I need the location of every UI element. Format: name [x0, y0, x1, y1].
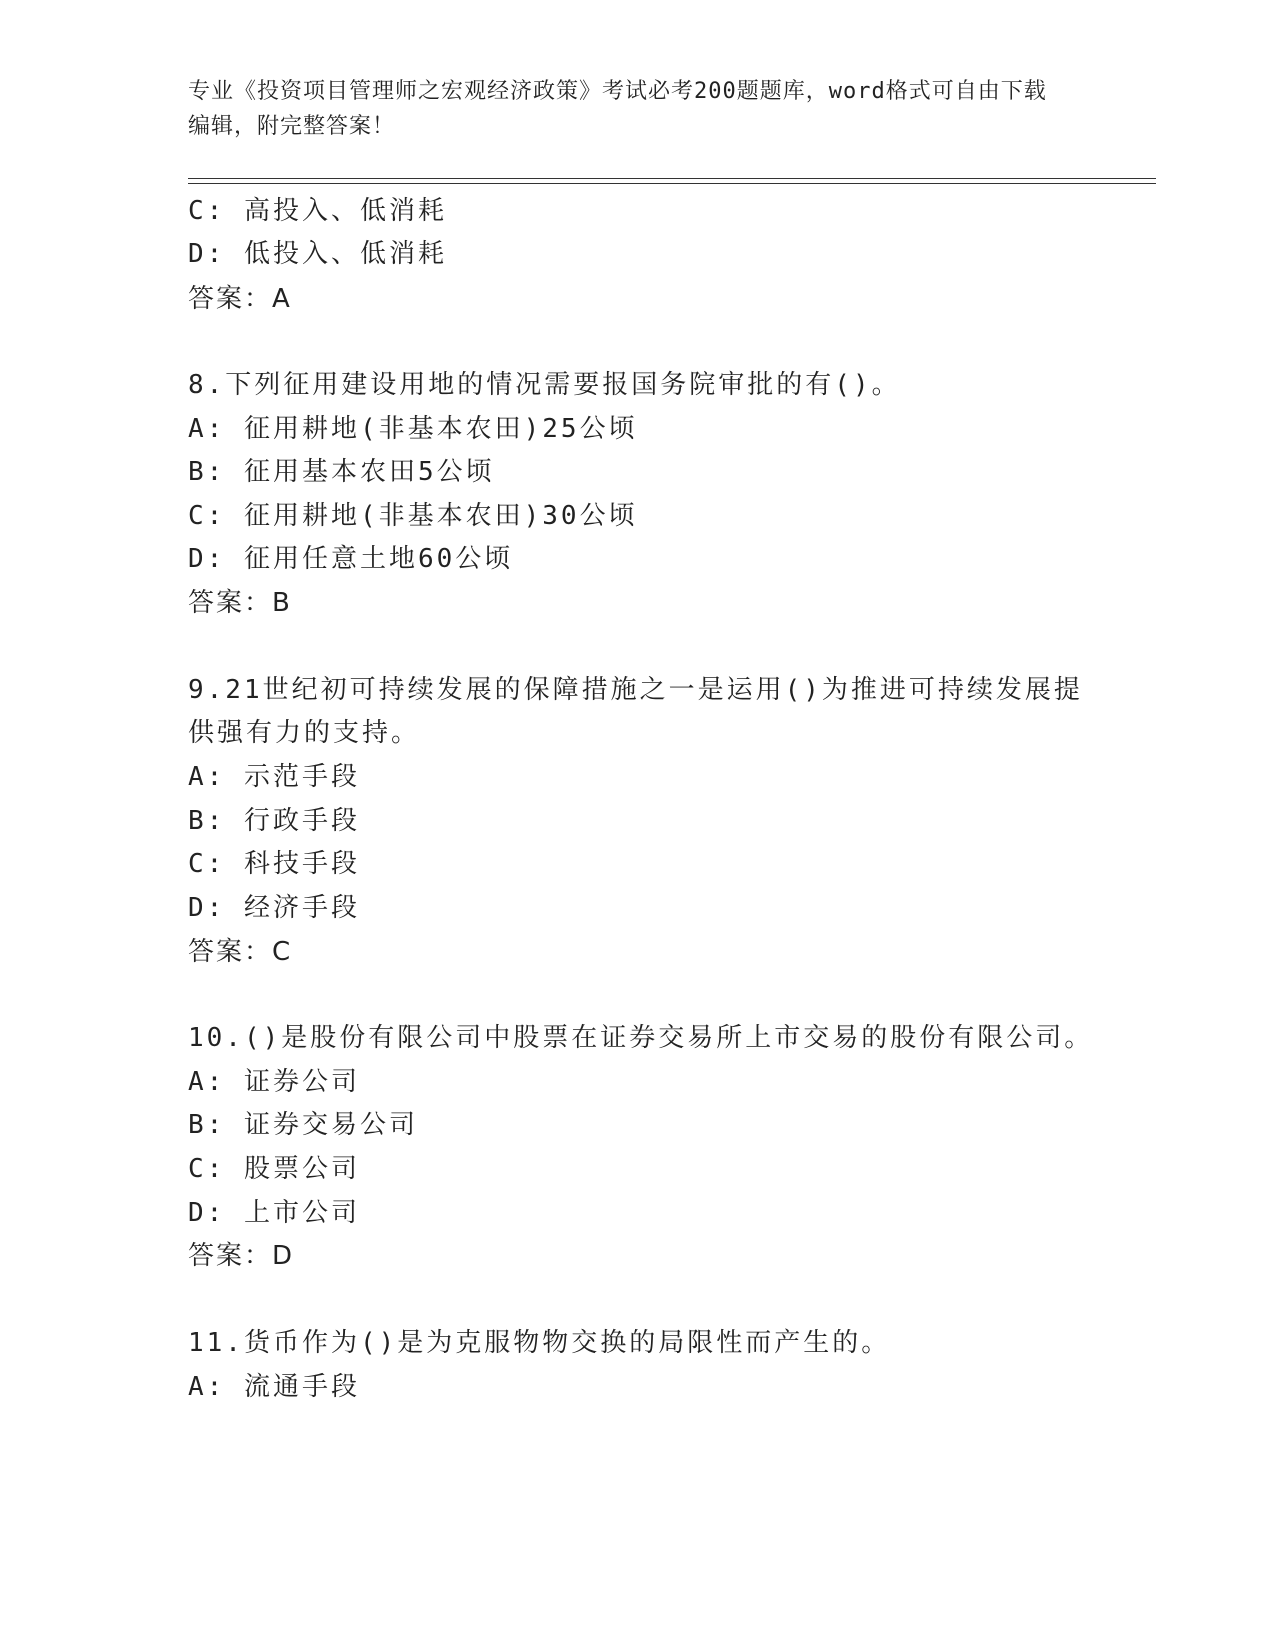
answer-line: [188, 582, 292, 619]
option-c: C: 科技手段: [188, 849, 360, 879]
option-b: B: 行政手段: [188, 806, 360, 836]
header-divider-bottom: [188, 183, 1156, 184]
answer-value: C: [272, 937, 293, 967]
option-c: C: 高投入、低消耗: [188, 196, 447, 226]
document-header: 专业《投资项目管理师之宏观经济政策》考试必考200题题库，word格式可自由下载编辑，附完整答案！: [188, 79, 1047, 139]
question-stem: 10.()是股份有限公司中股票在证券交易所上市交易的股份有限公司。: [188, 1023, 1094, 1053]
option-b: B: 证券交易公司: [188, 1110, 418, 1140]
header-divider-top: [188, 178, 1156, 179]
question-stem: 11.货币作为()是为克服物物交换的局限性而产生的。: [188, 1328, 891, 1358]
answer-label: 答案：: [188, 284, 273, 314]
option-a: A: 示范手段: [188, 762, 360, 792]
question-stem-line-1: 9.21世纪初可持续发展的保障措施之一是运用()为推进可持续发展提: [188, 675, 1083, 705]
question-stem: 8.下列征用建设用地的情况需要报国务院审批的有()。: [188, 370, 901, 400]
option-d: D: 征用任意土地60公顷: [188, 544, 514, 574]
answer-value: D: [272, 1241, 295, 1271]
answer-label: 答案：: [188, 588, 273, 618]
option-a: A: 流通手段: [188, 1372, 360, 1402]
option-c: C: 股票公司: [188, 1154, 360, 1184]
option-b: B: 征用基本农田5公顷: [188, 457, 495, 487]
question-stem-line-2: 供强有力的支持。: [188, 718, 421, 748]
option-c: C: 征用耕地(非基本农田)30公顷: [188, 501, 638, 531]
option-a: A: 征用耕地(非基本农田)25公顷: [188, 414, 638, 444]
answer-label: 答案：: [188, 937, 273, 967]
answer-value: A: [272, 284, 292, 314]
option-a: A: 证券公司: [188, 1067, 360, 1097]
option-d: D: 低投入、低消耗: [188, 239, 447, 269]
answer-label: 答案：: [188, 1241, 273, 1271]
answer-line: [188, 931, 292, 968]
option-d: D: 经济手段: [188, 893, 360, 923]
answer-line: [188, 1235, 294, 1272]
answer-value: B: [272, 588, 292, 618]
answer-line: [188, 278, 292, 315]
option-d: D: 上市公司: [188, 1198, 360, 1228]
